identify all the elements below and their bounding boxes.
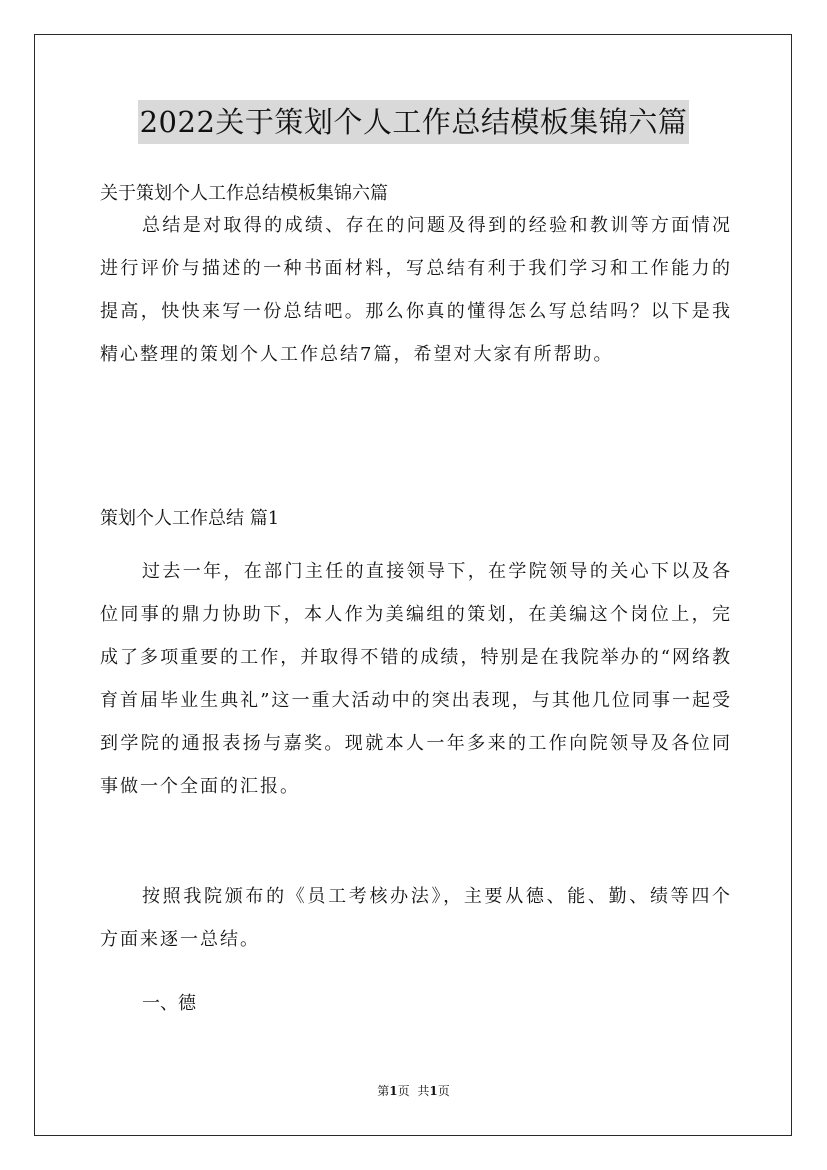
total-pages: 1	[429, 1084, 438, 1098]
document-title	[0, 100, 827, 144]
body-paragraph-2: 按照我院颁布的《员工考核办法》，主要从德、能、勤、绩等四个方面来逐一总结。	[100, 886, 732, 950]
sub-heading-virtue: 一、德	[142, 993, 196, 1014]
document-subtitle: 关于策划个人工作总结模板集锦六篇	[100, 183, 388, 204]
total-suffix: 页	[437, 1084, 450, 1098]
intro-paragraph: 总结是对取得的成绩、存在的问题及得到的经验和教训等方面情况进行评价与描述的一种书面材料，写总结有利于我们学习和工作能力的提高，快快来写一份总结吧。那么你真的懂得怎么写总结吗？以下是我精心整理的策划个人工作总结7篇，希望对大家有所帮助。	[100, 215, 732, 365]
body-paragraph-1: 过去一年，在部门主任的直接领导下，在学院领导的关心下以及各位同事的鼎力协助下，本人作为美编组的策划，在美编这个岗位上，完成了多项重要的工作，并取得不错的成绩，特别是在我院举办的“网络教育首届毕业生典礼”这一重大活动中的突出表现，与其他几位同事一起受到学院的通报表扬与嘉奖。现就本人一年多来的工作向院领导及各位同事做一个全面的汇报。	[100, 561, 732, 797]
page-number: 1	[389, 1084, 398, 1098]
section-heading: 策划个人工作总结 篇1	[100, 508, 280, 529]
total-prefix: 共	[417, 1084, 430, 1098]
document-title-text: 2022关于策划个人工作总结模板集锦六篇	[138, 100, 690, 144]
page-prefix: 第	[377, 1084, 390, 1098]
page-footer	[0, 1082, 827, 1100]
page-suffix: 页	[397, 1084, 410, 1098]
